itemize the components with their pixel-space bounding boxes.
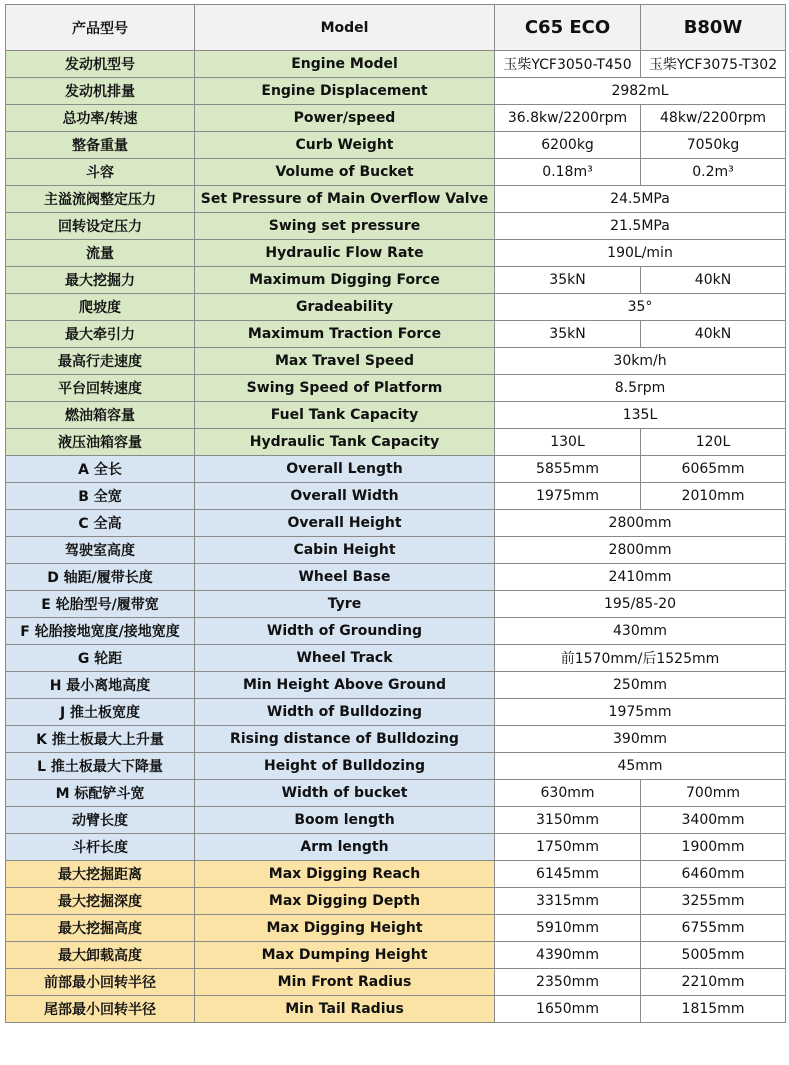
spec-value-shared: 390mm (495, 726, 786, 753)
spec-value-model-1: 4390mm (495, 942, 641, 969)
spec-value-model-2: 1900mm (641, 834, 786, 861)
spec-label-zh: A 全长 (6, 456, 195, 483)
spec-row (6, 402, 786, 429)
spec-row (6, 321, 786, 348)
spec-label-en: Max Travel Speed (195, 348, 495, 375)
spec-label-en: Overall Width (195, 483, 495, 510)
spec-value-shared: 2800mm (495, 537, 786, 564)
spec-label-zh: E 轮胎型号/履带宽 (6, 591, 195, 618)
spec-value-shared: 2800mm (495, 510, 786, 537)
spec-label-en: Min Height Above Ground (195, 672, 495, 699)
spec-row (6, 429, 786, 456)
spec-value-model-1: 630mm (495, 780, 641, 807)
spec-value-model-2: 3255mm (641, 888, 786, 915)
spec-label-en: Set Pressure of Main Overflow Valve (195, 186, 495, 213)
spec-label-zh: K 推土板最大上升量 (6, 726, 195, 753)
header-model-2: B80W (641, 5, 786, 51)
spec-row (6, 105, 786, 132)
spec-label-en: Volume of Bucket (195, 159, 495, 186)
spec-value-model-2: 7050kg (641, 132, 786, 159)
spec-row (6, 591, 786, 618)
spec-row (6, 294, 786, 321)
spec-row (6, 780, 786, 807)
spec-label-en: Power/speed (195, 105, 495, 132)
spec-value-shared: 30km/h (495, 348, 786, 375)
spec-value-model-1: 5910mm (495, 915, 641, 942)
spec-row (6, 564, 786, 591)
spec-label-zh: 回转设定压力 (6, 213, 195, 240)
spec-row (6, 78, 786, 105)
spec-label-en: Min Front Radius (195, 969, 495, 996)
spec-value-model-2: 6755mm (641, 915, 786, 942)
spec-value-shared: 250mm (495, 672, 786, 699)
spec-value-model-1: 0.18m³ (495, 159, 641, 186)
spec-row (6, 942, 786, 969)
spec-label-en: Curb Weight (195, 132, 495, 159)
spec-label-en: Engine Displacement (195, 78, 495, 105)
spec-label-zh: 液压油箱容量 (6, 429, 195, 456)
spec-value-shared: 135L (495, 402, 786, 429)
spec-value-shared: 2410mm (495, 564, 786, 591)
spec-label-zh: B 全宽 (6, 483, 195, 510)
spec-value-shared: 24.5MPa (495, 186, 786, 213)
spec-label-en: Max Digging Depth (195, 888, 495, 915)
spec-label-en: Arm length (195, 834, 495, 861)
spec-row (6, 753, 786, 780)
spec-value-shared: 45mm (495, 753, 786, 780)
spec-value-model-1: 1975mm (495, 483, 641, 510)
spec-label-zh: C 全高 (6, 510, 195, 537)
spec-row (6, 159, 786, 186)
spec-row (6, 672, 786, 699)
spec-label-en: Hydraulic Flow Rate (195, 240, 495, 267)
spec-value-model-1: 玉柴YCF3050-T450 (495, 51, 641, 78)
spec-value-model-2: 0.2m³ (641, 159, 786, 186)
spec-label-en: Maximum Traction Force (195, 321, 495, 348)
spec-value-shared: 8.5rpm (495, 375, 786, 402)
spec-label-zh: F 轮胎接地宽度/接地宽度 (6, 618, 195, 645)
spec-row (6, 186, 786, 213)
header-row (6, 5, 786, 51)
spec-value-shared: 1975mm (495, 699, 786, 726)
spec-row (6, 483, 786, 510)
spec-row (6, 807, 786, 834)
spec-row (6, 240, 786, 267)
spec-label-zh: H 最小离地高度 (6, 672, 195, 699)
spec-value-shared: 2982mL (495, 78, 786, 105)
spec-label-zh: 整备重量 (6, 132, 195, 159)
spec-label-zh: 主溢流阀整定压力 (6, 186, 195, 213)
spec-row (6, 213, 786, 240)
spec-value-shared: 21.5MPa (495, 213, 786, 240)
spec-label-en: Gradeability (195, 294, 495, 321)
spec-label-en: Swing Speed of Platform (195, 375, 495, 402)
spec-value-model-1: 3315mm (495, 888, 641, 915)
spec-label-zh: 最高行走速度 (6, 348, 195, 375)
spec-label-en: Height of Bulldozing (195, 753, 495, 780)
spec-value-model-2: 40kN (641, 267, 786, 294)
spec-label-en: Swing set pressure (195, 213, 495, 240)
spec-row (6, 915, 786, 942)
spec-row (6, 699, 786, 726)
spec-row (6, 132, 786, 159)
spec-value-shared: 190L/min (495, 240, 786, 267)
header-model-1: C65 ECO (495, 5, 641, 51)
spec-value-model-2: 700mm (641, 780, 786, 807)
spec-value-model-2: 1815mm (641, 996, 786, 1023)
spec-value-model-1: 6145mm (495, 861, 641, 888)
spec-label-zh: 驾驶室高度 (6, 537, 195, 564)
spec-label-en: Boom length (195, 807, 495, 834)
spec-label-en: Overall Length (195, 456, 495, 483)
spec-table (5, 4, 786, 1023)
spec-label-zh: L 推土板最大下降量 (6, 753, 195, 780)
spec-label-en: Min Tail Radius (195, 996, 495, 1023)
spec-label-en: Hydraulic Tank Capacity (195, 429, 495, 456)
spec-label-zh: G 轮距 (6, 645, 195, 672)
spec-value-model-2: 48kw/2200rpm (641, 105, 786, 132)
spec-value-model-2: 6460mm (641, 861, 786, 888)
spec-row (6, 861, 786, 888)
spec-value-shared: 195/85-20 (495, 591, 786, 618)
spec-value-model-2: 玉柴YCF3075-T302 (641, 51, 786, 78)
spec-label-zh: 发动机型号 (6, 51, 195, 78)
spec-label-en: Wheel Track (195, 645, 495, 672)
spec-label-en: Max Dumping Height (195, 942, 495, 969)
spec-value-shared: 430mm (495, 618, 786, 645)
spec-table-body (6, 5, 786, 1023)
spec-label-zh: 爬坡度 (6, 294, 195, 321)
spec-value-model-2: 5005mm (641, 942, 786, 969)
spec-label-zh: 最大挖掘力 (6, 267, 195, 294)
spec-row (6, 375, 786, 402)
spec-label-zh: 发动机排量 (6, 78, 195, 105)
spec-label-en: Fuel Tank Capacity (195, 402, 495, 429)
spec-row (6, 51, 786, 78)
spec-value-model-2: 2210mm (641, 969, 786, 996)
spec-label-zh: J 推土板宽度 (6, 699, 195, 726)
spec-value-model-2: 6065mm (641, 456, 786, 483)
spec-label-en: Overall Height (195, 510, 495, 537)
spec-label-zh: 动臂长度 (6, 807, 195, 834)
spec-label-zh: 最大挖掘高度 (6, 915, 195, 942)
spec-label-zh: 最大挖掘深度 (6, 888, 195, 915)
spec-value-shared: 前1570mm/后1525mm (495, 645, 786, 672)
spec-label-en: Tyre (195, 591, 495, 618)
spec-label-zh: 流量 (6, 240, 195, 267)
spec-value-model-2: 2010mm (641, 483, 786, 510)
spec-value-model-1: 1650mm (495, 996, 641, 1023)
spec-value-model-2: 120L (641, 429, 786, 456)
spec-value-model-1: 35kN (495, 321, 641, 348)
spec-label-en: Engine Model (195, 51, 495, 78)
spec-label-en: Width of bucket (195, 780, 495, 807)
spec-label-en: Wheel Base (195, 564, 495, 591)
spec-value-model-1: 35kN (495, 267, 641, 294)
spec-label-en: Max Digging Height (195, 915, 495, 942)
spec-label-zh: 尾部最小回转半径 (6, 996, 195, 1023)
spec-label-en: Rising distance of Bulldozing (195, 726, 495, 753)
spec-label-zh: 平台回转速度 (6, 375, 195, 402)
spec-value-model-1: 3150mm (495, 807, 641, 834)
spec-row (6, 456, 786, 483)
spec-row (6, 510, 786, 537)
spec-row (6, 969, 786, 996)
header-product-label: 产品型号 (6, 5, 195, 51)
spec-row (6, 645, 786, 672)
spec-value-model-1: 130L (495, 429, 641, 456)
spec-label-en: Width of Bulldozing (195, 699, 495, 726)
spec-row (6, 834, 786, 861)
spec-value-model-1: 36.8kw/2200rpm (495, 105, 641, 132)
spec-label-zh: 最大卸载高度 (6, 942, 195, 969)
spec-value-shared: 35° (495, 294, 786, 321)
spec-row (6, 888, 786, 915)
spec-label-zh: D 轴距/履带长度 (6, 564, 195, 591)
header-model-label: Model (195, 5, 495, 51)
spec-label-zh: 总功率/转速 (6, 105, 195, 132)
spec-row (6, 996, 786, 1023)
spec-value-model-2: 40kN (641, 321, 786, 348)
spec-value-model-1: 6200kg (495, 132, 641, 159)
spec-row (6, 267, 786, 294)
spec-value-model-1: 1750mm (495, 834, 641, 861)
spec-label-zh: 燃油箱容量 (6, 402, 195, 429)
spec-row (6, 726, 786, 753)
spec-value-model-1: 5855mm (495, 456, 641, 483)
spec-value-model-1: 2350mm (495, 969, 641, 996)
spec-value-model-2: 3400mm (641, 807, 786, 834)
spec-label-zh: M 标配铲斗宽 (6, 780, 195, 807)
spec-label-zh: 最大挖掘距离 (6, 861, 195, 888)
spec-label-en: Max Digging Reach (195, 861, 495, 888)
spec-row (6, 348, 786, 375)
spec-label-zh: 最大牵引力 (6, 321, 195, 348)
spec-row (6, 618, 786, 645)
spec-label-en: Maximum Digging Force (195, 267, 495, 294)
spec-label-en: Cabin Height (195, 537, 495, 564)
spec-label-zh: 前部最小回转半径 (6, 969, 195, 996)
spec-label-en: Width of Grounding (195, 618, 495, 645)
spec-row (6, 537, 786, 564)
spec-label-zh: 斗杆长度 (6, 834, 195, 861)
spec-label-zh: 斗容 (6, 159, 195, 186)
